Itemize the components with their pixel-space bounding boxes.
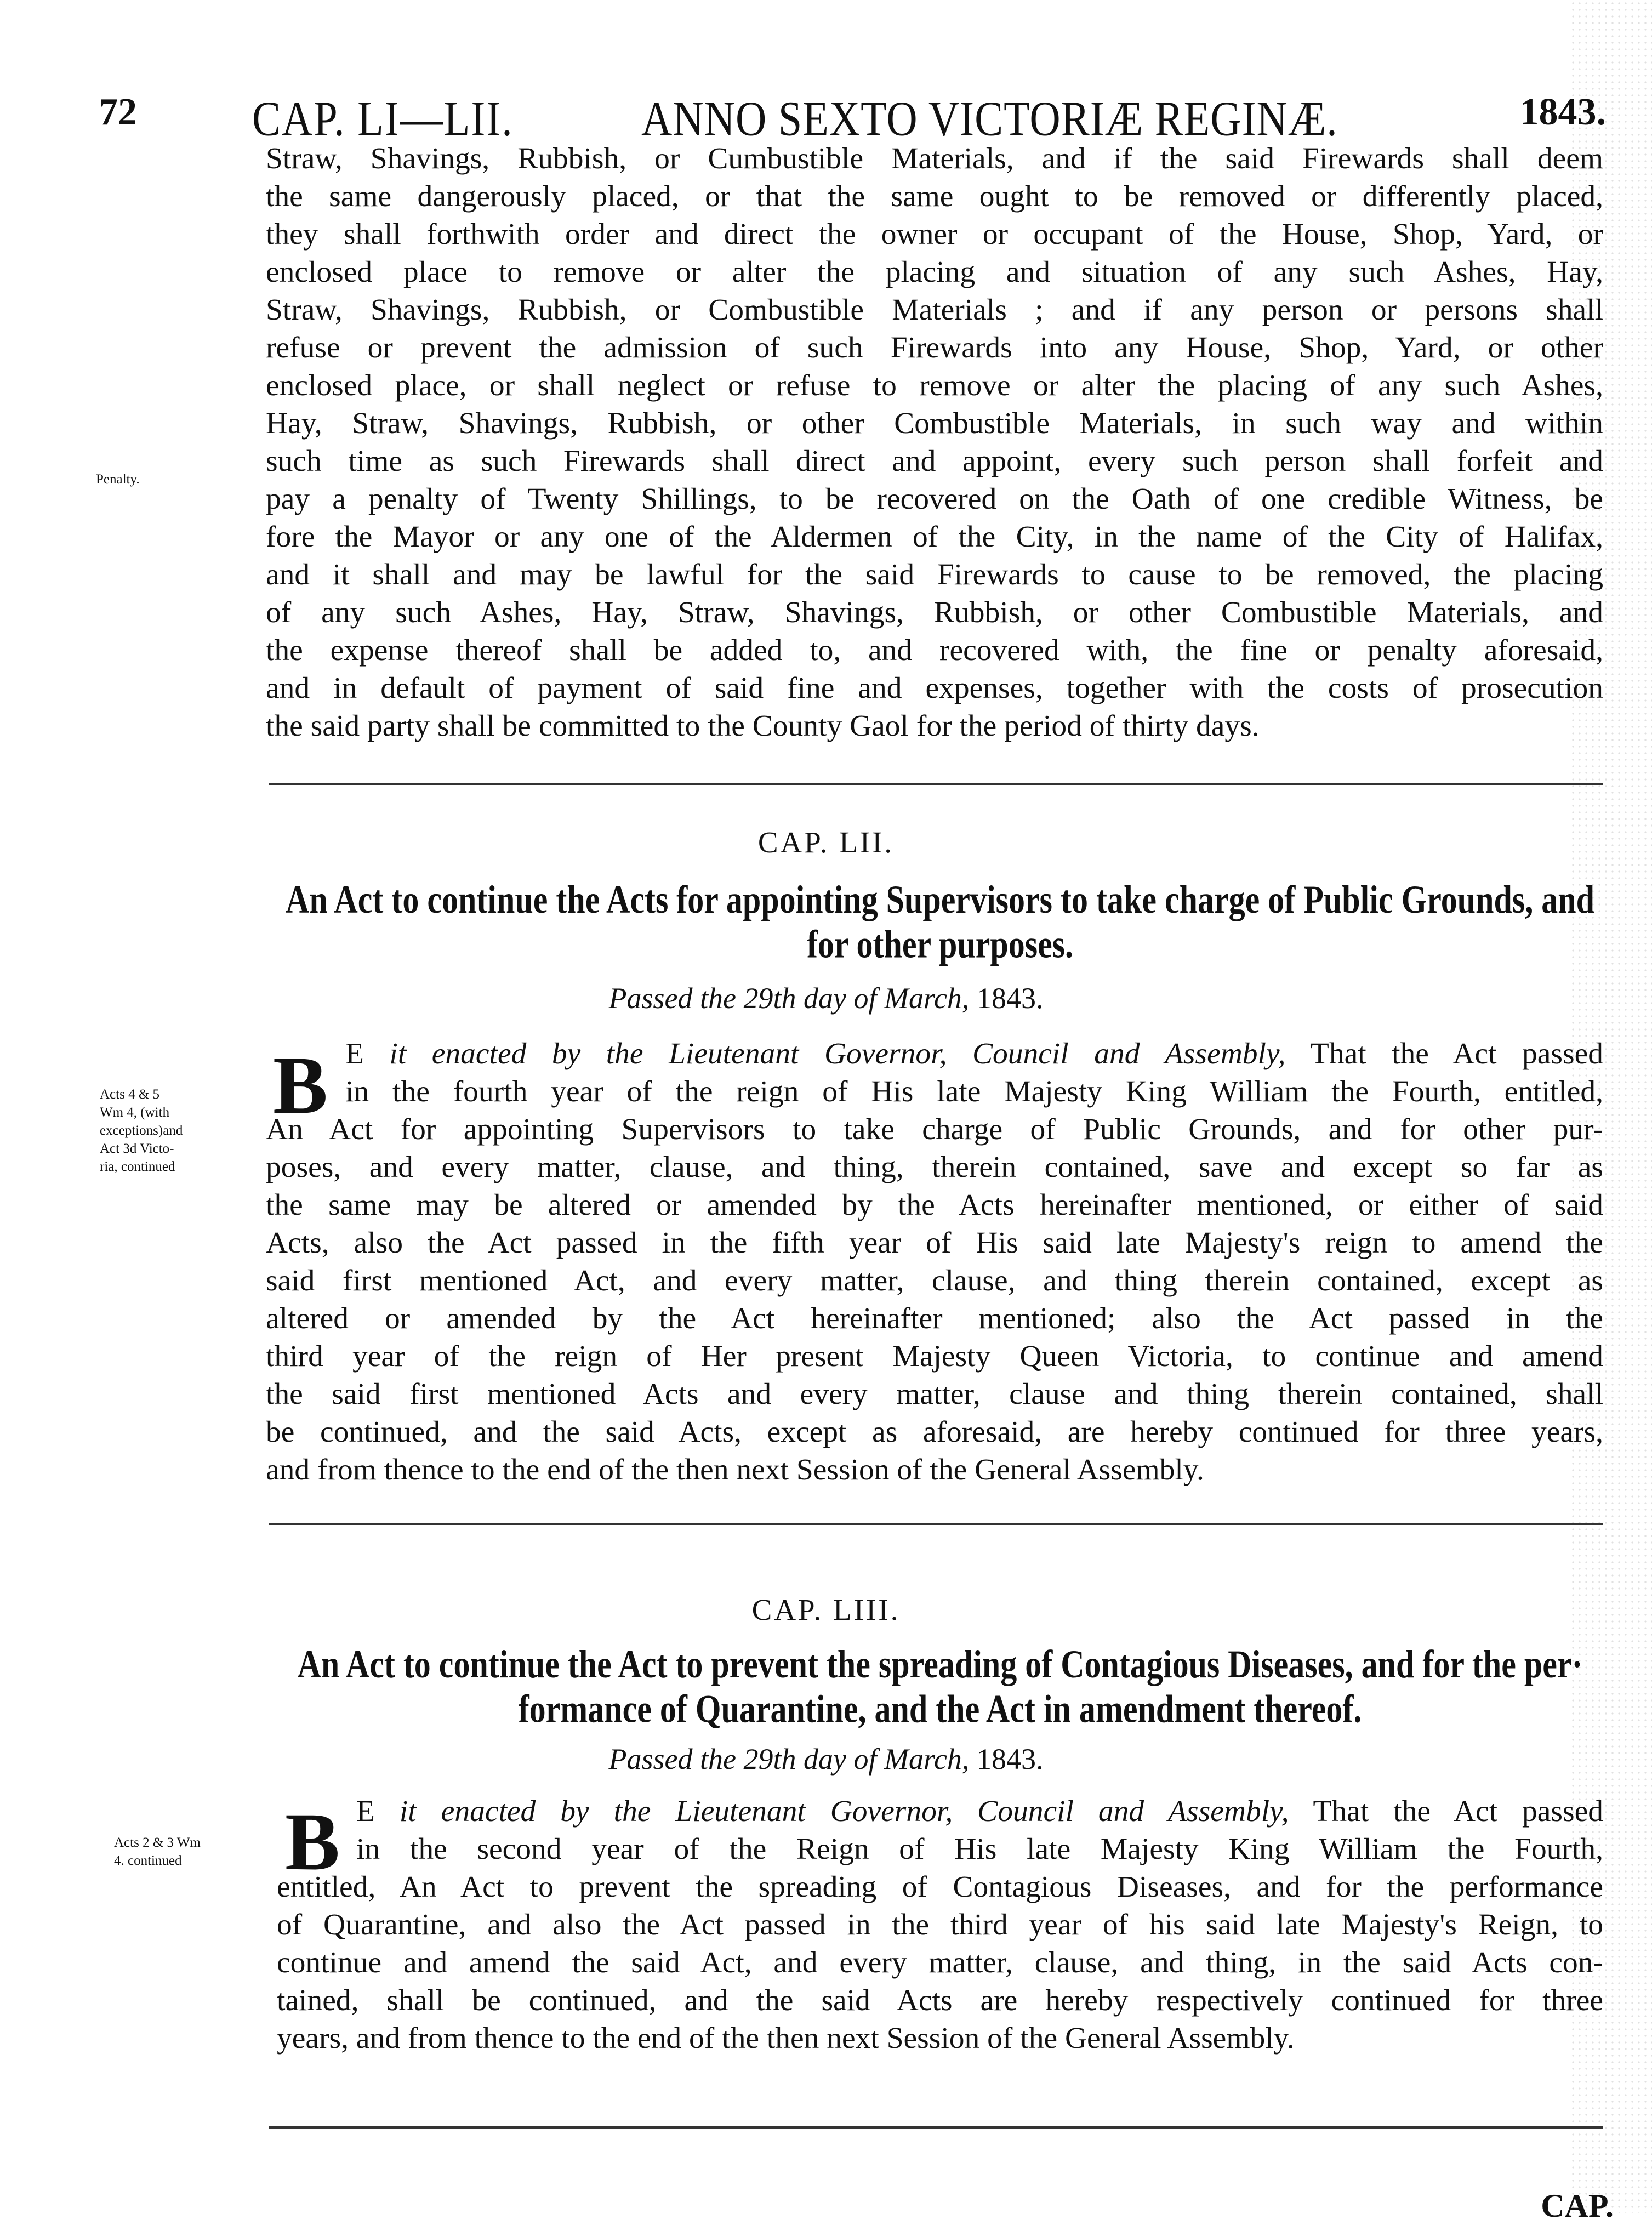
- text-line: fore the Mayor or any one of the Aldermen of the City, in the name of the City of Halifax,: [266, 520, 1603, 554]
- text-line: the said first mentioned Acts and every matter, clause and thing therein contained, shall: [266, 1378, 1603, 1411]
- section-divider: [269, 2126, 1603, 2129]
- cap52-passed-year: 1843.: [969, 982, 1044, 1015]
- cap52-lead-line: [266, 1035, 1603, 1073]
- cap53-margin-note: [114, 1834, 201, 1870]
- cap52-title-line1: An Act to continue the Acts for appointing Supervisors to take charge of Public Grounds, and: [286, 878, 1594, 921]
- cap53-title: [263, 1642, 1617, 1731]
- text-line: the same dangerously placed, or that the same ought to be removed or differently placed,: [266, 180, 1603, 213]
- text-line: continue and amend the said Act, and every matter, clause, and thing, in the said Acts con-: [277, 1946, 1603, 1979]
- cap52-heading: CAP. LII.: [757, 826, 895, 859]
- text-line: Straw, Shavings, Rubbish, or Combustible Materials ; and if any person or persons shall: [266, 293, 1603, 327]
- text-line: years, and from thence to the end of the then next Session of the General Assembly.: [277, 2022, 1295, 2055]
- section-divider: [269, 1523, 1603, 1525]
- cap52-title-line2: for other purposes.: [806, 922, 1074, 966]
- cap53-title-line1: An Act to continue the Act to prevent the spreading of Contagious Diseases, and for the per·: [297, 1642, 1583, 1686]
- text-line: they shall forthwith order and direct the owner or occupant of the House, Shop, Yard, or: [266, 218, 1603, 251]
- cap53-lead-tail: That the Act passed: [1289, 1795, 1603, 1828]
- margin-note-penalty: Penalty.: [96, 472, 140, 487]
- text-line: entitled, An Act to prevent the spreading of Contagious Diseases, and for the performance: [277, 1870, 1603, 1904]
- cap52-lead-rest: E: [345, 1037, 364, 1071]
- cap53-heading: CAP. LIII.: [751, 1593, 901, 1626]
- text-line: An Act for appointing Supervisors to take charge of Public Grounds, and for other pur-: [266, 1113, 1603, 1146]
- text-line: Straw, Shavings, Rubbish, or Cumbustible Materials, and if the said Firewards shall deem: [266, 142, 1603, 175]
- section1-text: [266, 140, 1603, 745]
- margin-note-line: Wm 4, (with: [100, 1105, 170, 1120]
- catchword: CAP.: [1541, 2188, 1614, 2224]
- margin-note-line: Acts 2 & 3 Wm: [114, 1835, 201, 1850]
- cap52-passed-text: Passed the 29th day of March,: [608, 982, 970, 1015]
- text-line: tained, shall be continued, and the said Acts are hereby respectively continued for three: [277, 1984, 1603, 2017]
- margin-note-line: ria, continued: [100, 1159, 175, 1174]
- cap53-passed-text: Passed the 29th day of March,: [608, 1743, 970, 1776]
- cap53-enacting-clause: it enacted by the Lieutenant Governor, Council and Assembly,: [374, 1795, 1289, 1828]
- cap53-lead-line: [277, 1792, 1603, 1830]
- text-line: enclosed place to remove or alter the placing and situation of any such Ashes, Hay,: [266, 255, 1603, 289]
- text-line: and in default of payment of said fine and expenses, together with the costs of prosecution: [266, 672, 1603, 705]
- cap53-lead-rest: E: [356, 1795, 375, 1828]
- margin-note-line: 4. continued: [114, 1853, 182, 1868]
- running-title: ANNO SEXTO VICTORIÆ REGINÆ.: [641, 91, 1338, 146]
- text-line: of Quarantine, and also the Act passed in the third year of his said late Majesty's Reign, to: [277, 1908, 1603, 1942]
- text-line: the expense thereof shall be added to, and recovered with, the fine or penalty aforesaid,: [266, 634, 1603, 667]
- text-line: pay a penalty of Twenty Shillings, to be recovered on the Oath of one credible Witness, be: [266, 482, 1603, 516]
- header-year: 1843.: [1519, 91, 1606, 133]
- cap52-enacting-clause: it enacted by the Lieutenant Governor, Council and Assembly,: [363, 1037, 1286, 1071]
- text-line: altered or amended by the Act hereinafter mentioned; also the Act passed in the: [266, 1302, 1603, 1335]
- text-line: such time as such Firewards shall direct and appoint, every such person shall forfeit and: [266, 445, 1603, 478]
- text-line: and it shall and may be lawful for the said Firewards to cause to be removed, the placing: [266, 558, 1603, 591]
- margin-note-line: Acts 4 & 5: [100, 1087, 160, 1102]
- text-line: and from thence to the end of the then next Session of the General Assembly.: [266, 1453, 1204, 1487]
- cap53-passed-date: [0, 1742, 1652, 1776]
- cap52-margin-note: [100, 1085, 183, 1176]
- page-number: 72: [99, 91, 137, 133]
- text-line: poses, and every matter, clause, and thing, therein contained, save and except so far as: [266, 1151, 1603, 1184]
- text-line: enclosed place, or shall neglect or refuse to remove or alter the placing of any such Ashes,: [266, 369, 1603, 402]
- text-line: of any such Ashes, Hay, Straw, Shavings, Rubbish, or other Combustible Materials, and: [266, 596, 1603, 629]
- cap52-drop-cap: B: [273, 1040, 328, 1131]
- cap53-drop-cap: B: [285, 1796, 340, 1887]
- text-line: refuse or prevent the admission of such Firewards into any House, Shop, Yard, or other: [266, 331, 1603, 365]
- text-line: Hay, Straw, Shavings, Rubbish, or other Combustible Materials, in such way and within: [266, 407, 1603, 440]
- text-line: third year of the reign of Her present Majesty Queen Victoria, to continue and amend: [266, 1340, 1603, 1373]
- margin-note-line: exceptions)and: [100, 1123, 183, 1138]
- cap52-text: [266, 1035, 1603, 1489]
- margin-note-line: Act 3d Victo-: [100, 1141, 174, 1156]
- text-line: Acts, also the Act passed in the fifth year of His said late Majesty's reign to amend the: [266, 1226, 1603, 1260]
- cap52-passed-date: [0, 981, 1652, 1015]
- cap52-title: [263, 877, 1617, 966]
- text-line: the said party shall be committed to the County Gaol for the period of thirty days.: [266, 709, 1260, 743]
- text-line: said first mentioned Act, and every matter, clause, and thing therein contained, except as: [266, 1264, 1603, 1298]
- cap53-passed-year: 1843.: [969, 1743, 1044, 1776]
- section-divider: [269, 783, 1603, 785]
- text-line: be continued, and the said Acts, except as aforesaid, are hereby continued for three years,: [266, 1415, 1603, 1449]
- cap53-title-line2: formance of Quarantine, and the Act in amendment thereof.: [518, 1687, 1362, 1731]
- text-line: in the fourth year of the reign of His late Majesty King William the Fourth, entitled,: [345, 1075, 1603, 1108]
- cap53-text: [277, 1792, 1603, 2057]
- text-line: in the second year of the Reign of His late Majesty King William the Fourth,: [356, 1833, 1603, 1866]
- cap52-lead-tail: That the Act passed: [1285, 1037, 1603, 1071]
- text-line: the same may be altered or amended by the Acts hereinafter mentioned, or either of said: [266, 1188, 1603, 1222]
- chapter-range: CAP. LI—LII.: [252, 91, 514, 146]
